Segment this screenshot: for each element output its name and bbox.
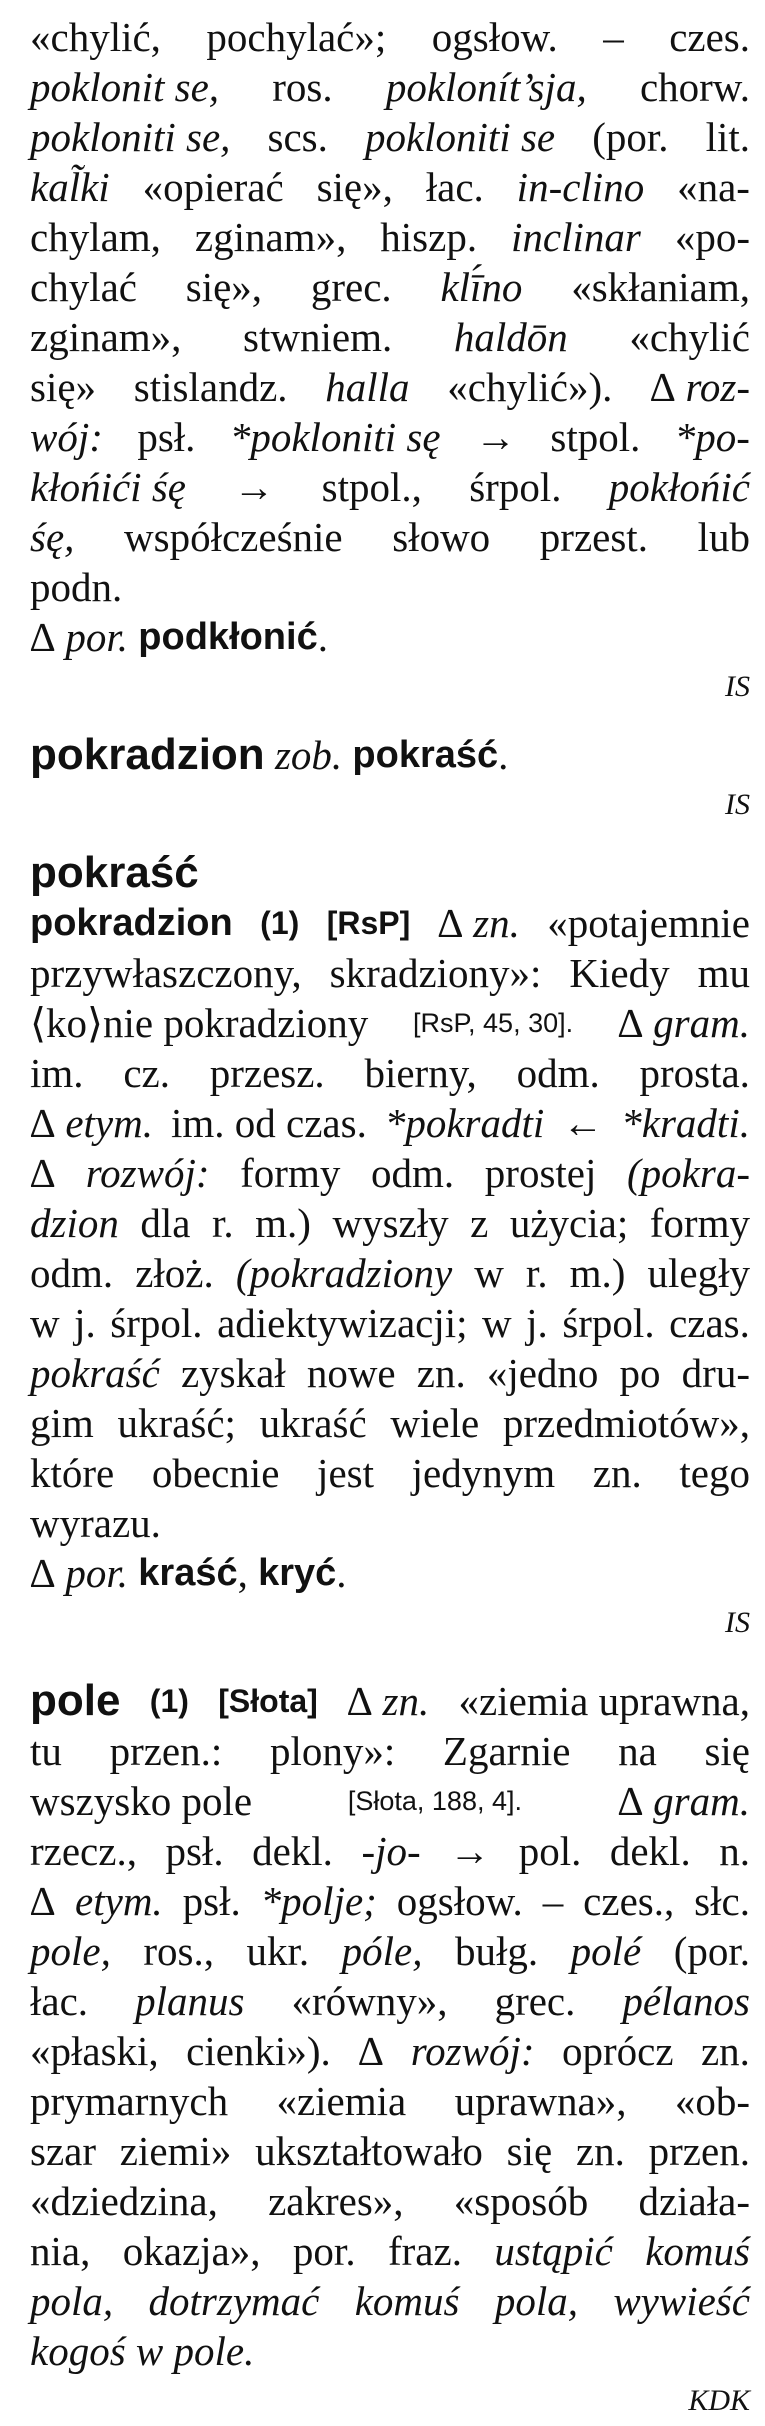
word: chorw. (639, 64, 750, 110)
word: oprócz (561, 2028, 674, 2074)
word: nia, (30, 2228, 91, 2274)
word: gim (30, 1400, 94, 1446)
author-initials: IS (725, 788, 750, 821)
word: złoż. (135, 1250, 214, 1296)
word: plony»: (269, 1728, 396, 1774)
citation: [RsP, 45, 30]. (413, 1008, 574, 1038)
word: grec. (310, 264, 392, 310)
word: → (474, 414, 516, 460)
word: szar (30, 2128, 97, 2174)
word: współcześnie (124, 514, 343, 560)
word: «na- (677, 164, 750, 210)
word: komuś (645, 2228, 750, 2274)
word: ros. (272, 64, 333, 110)
word: (por. (592, 114, 669, 160)
word: się» (30, 364, 97, 410)
word: *kradti. (621, 1100, 750, 1146)
word: polé (570, 1928, 642, 1974)
word: przedmiotów», (502, 1400, 750, 1446)
text-line (30, 898, 750, 948)
word: ukraść; (117, 1400, 236, 1446)
dictionary-page (30, 12, 750, 2426)
word: poklonít’sja, (385, 64, 587, 110)
word: haldōn (453, 314, 568, 360)
word: (pokra- (627, 1150, 750, 1196)
word: «dziedzina, (30, 2178, 218, 2224)
word: przest. (539, 514, 648, 560)
word: śrpol. (562, 1300, 655, 1346)
word: psł. (165, 1828, 224, 1874)
delta-mark: ∆ (30, 614, 56, 660)
entry-pokrasc (30, 848, 750, 1648)
word: r. (211, 1200, 234, 1246)
word: prostej (484, 1150, 597, 1196)
por-label: por. (65, 614, 129, 660)
word: cz. (123, 1050, 170, 1096)
word: n. (719, 1828, 750, 1874)
cross-reference-link[interactable]: kraść (138, 1552, 238, 1594)
word: im. od czas. (171, 1100, 367, 1146)
delta-mark: ∆ (617, 1778, 643, 1824)
author-line (30, 1598, 750, 1648)
word: kogoś w pole. (30, 2328, 255, 2374)
delta-mark: ∆ (30, 1550, 56, 1596)
text-line (30, 1348, 750, 1398)
word: ukształtowało (255, 2128, 483, 2174)
entry-poklonic-continuation (30, 12, 750, 712)
word: «potajemnie (547, 900, 750, 946)
word: (por. (673, 1928, 750, 1974)
arrow: ← (562, 1100, 604, 1146)
quotation: ⟨ko⟩nie pokradziony (30, 1000, 369, 1046)
author-initials: IS (725, 670, 750, 703)
word: czas. (669, 1300, 750, 1346)
word: *pokloniti sę (229, 414, 441, 460)
word: «chylić (629, 314, 750, 360)
word: fraz. (388, 2228, 462, 2274)
source-siglum: [Słota] (218, 1683, 318, 1719)
word: bierny, (364, 1050, 477, 1096)
text-line (30, 512, 750, 562)
word: – (542, 1878, 564, 1924)
word: ogsłow. (396, 1878, 523, 1924)
punctuation: . (317, 614, 328, 660)
word: psł. (137, 414, 196, 460)
cross-reference-link[interactable]: pokraść (352, 734, 499, 776)
word: z (470, 1200, 489, 1246)
word: póle, (341, 1928, 423, 1974)
word: w (482, 1300, 512, 1346)
word: zakres», (268, 2178, 404, 2224)
word: zyskał (180, 1350, 286, 1396)
word: jedynym (411, 1450, 556, 1496)
word: «ob- (674, 2078, 750, 2124)
word: pochylać»; (206, 14, 387, 60)
word: się», (316, 164, 393, 210)
word: na (618, 1728, 657, 1774)
word: zginam», (30, 314, 182, 360)
text-line (30, 412, 750, 462)
word: podn. (30, 564, 123, 610)
word: przen.: (109, 1728, 223, 1774)
delta-mark: ∆ (617, 1000, 643, 1046)
word: lub (697, 514, 750, 560)
author-line (30, 662, 750, 712)
entry-pokradzion (30, 730, 750, 830)
word: scs. (267, 114, 328, 160)
text-line (30, 162, 750, 212)
word: zn. (592, 1450, 642, 1496)
word: ros., (143, 1928, 214, 1974)
word: użycia; (509, 1200, 629, 1246)
word: «ziemia uprawna, (458, 1678, 750, 1724)
occurrence-count: (1) (149, 1683, 189, 1719)
word: *po- (674, 414, 750, 460)
word: formy (649, 1200, 750, 1246)
word: tego (679, 1450, 750, 1496)
section-label: etym. (75, 1878, 163, 1924)
word: które (30, 1450, 115, 1496)
punctuation: , (237, 1550, 248, 1596)
word: dekl. (609, 1828, 691, 1874)
word: odm. (516, 1050, 600, 1096)
delta-mark: ∆ (437, 900, 463, 946)
section-label: rozwój: (410, 2028, 535, 2074)
word: wywieść (613, 2278, 750, 2324)
word: przywłaszczony, (30, 950, 302, 996)
word: halla (325, 364, 410, 410)
word: «sposób (453, 2178, 589, 2224)
word: cienki»). (186, 2028, 331, 2074)
text-line (30, 1398, 750, 1448)
text-line (30, 1926, 750, 1976)
text-line (30, 2276, 750, 2326)
word: łac. (30, 1978, 89, 2024)
text-line (30, 1148, 750, 1198)
section-label: etym. (65, 1100, 153, 1146)
text-line (30, 1726, 750, 1776)
word: wyszły (332, 1200, 449, 1246)
text-line (30, 2226, 750, 2276)
word: słowo (392, 514, 491, 560)
text-line (30, 562, 750, 612)
text-line (30, 1876, 750, 1926)
word: «ziemia (276, 2078, 407, 2124)
word: m.) (255, 1200, 311, 1246)
section-label: zn. (382, 1678, 430, 1724)
word: stpol. (550, 414, 641, 460)
word: *pokradti (384, 1100, 545, 1146)
word: «po- (674, 214, 750, 260)
text-line (30, 2026, 750, 2076)
text-line (30, 1098, 750, 1148)
word: por. (292, 2228, 356, 2274)
word: ukr. (246, 1928, 310, 1974)
por-label: por. (65, 1550, 129, 1596)
word: mu (697, 950, 750, 996)
word: pokłońić (608, 464, 750, 510)
author-initials: IS (725, 1606, 750, 1639)
text-line (30, 362, 750, 412)
word: po (619, 1350, 661, 1396)
word: prymarnych (30, 2078, 229, 2124)
word: psł. (182, 1878, 241, 1924)
word: dzion (30, 1200, 119, 1246)
word: (pokradziony (235, 1250, 453, 1296)
word: «skłaniam, (571, 264, 750, 310)
word: pola, (30, 2278, 114, 2324)
section-label: gram. (653, 1000, 750, 1046)
headword: pole (30, 1676, 121, 1725)
word: Kiedy (569, 950, 670, 996)
word: stislandz. (133, 364, 288, 410)
text-line (30, 1498, 750, 1548)
text-line (30, 998, 750, 1048)
word: → (233, 464, 275, 510)
word: «chylić, (30, 14, 161, 60)
entry-headline (30, 730, 750, 780)
word: ogsłow. (431, 14, 558, 60)
text-line (30, 112, 750, 162)
word: «jedno (486, 1350, 599, 1396)
text-line (30, 2126, 750, 2176)
text-line (30, 1448, 750, 1498)
quotation: wszysko pole (30, 1778, 253, 1824)
word: stpol., (321, 464, 422, 510)
word: uległy (647, 1250, 750, 1296)
word: – (603, 14, 624, 60)
word: -jo- (361, 1828, 421, 1874)
text-line (30, 2176, 750, 2226)
author-initials: KDK (688, 2384, 750, 2417)
section-label: zn. (473, 900, 520, 946)
word: nowe (306, 1350, 396, 1396)
entry-pole (30, 1676, 750, 2426)
word: odm. (371, 1150, 455, 1196)
text-line (30, 1298, 750, 1348)
text-line (30, 1198, 750, 1248)
word: dla (140, 1200, 191, 1246)
word: dekl. (252, 1828, 333, 1874)
text-line (30, 262, 750, 312)
cross-reference-line (30, 1548, 750, 1598)
word: ukraść (259, 1400, 367, 1446)
word: uprawna», (454, 2078, 627, 2124)
word: wyrazu. (30, 1500, 161, 1546)
citation: [Słota, 188, 4]. (347, 1786, 522, 1816)
text-line (30, 212, 750, 262)
word: wój: (30, 414, 103, 460)
word: ziemi» (119, 2128, 232, 2174)
word: słc. (694, 1878, 750, 1924)
headword: pokradzion (30, 730, 265, 779)
author-line (30, 780, 750, 830)
word: r. (525, 1250, 548, 1296)
word: okazja», (122, 2228, 261, 2274)
text-line (30, 62, 750, 112)
word: in-clino (516, 164, 645, 210)
cross-reference-link[interactable]: podkłonić (138, 616, 318, 658)
word: pokraść (30, 1350, 160, 1396)
word: w (474, 1250, 504, 1296)
word: odm. (30, 1250, 114, 1296)
word: łac. (425, 164, 484, 210)
word: Zgarnie (442, 1728, 571, 1774)
word: «płaski, (30, 2028, 159, 2074)
word: hiszp. (380, 214, 478, 260)
word: pokloniti se, (30, 114, 231, 160)
word: zn. (700, 2028, 750, 2074)
section-label: gram. (653, 1778, 750, 1824)
text-line (30, 2076, 750, 2126)
source-siglum: [RsP] (326, 905, 411, 941)
punctuation: . (336, 1550, 347, 1596)
delta-mark: ∆ (30, 1878, 56, 1924)
word: się (704, 1728, 750, 1774)
word: klī́no (440, 264, 523, 310)
word: im. (30, 1050, 84, 1096)
word: pol. (518, 1828, 582, 1874)
word: zn. (575, 2128, 625, 2174)
word: «chylić»). (447, 364, 613, 410)
word: przen. (648, 2128, 750, 2174)
word: zginam», (194, 214, 347, 260)
subheadword: pokradzion (30, 902, 233, 944)
text-line (30, 948, 750, 998)
text-line (30, 2326, 750, 2376)
word: formy (240, 1150, 341, 1196)
word: «opierać (142, 164, 284, 210)
word: śrpol. (110, 1300, 203, 1346)
text-line (30, 1248, 750, 1298)
arrow: → (449, 1828, 491, 1874)
word: czes. (669, 14, 750, 60)
text-line (30, 462, 750, 512)
word: planus (135, 1978, 245, 2024)
word: pola, (494, 2278, 578, 2324)
entry-headline (30, 1676, 750, 1726)
word: «równy», (291, 1978, 448, 2024)
word: *polje; (260, 1878, 377, 1924)
word: pole, (30, 1928, 111, 1974)
cross-reference-link[interactable]: kryć (258, 1552, 337, 1594)
word: poklonit se, (30, 64, 220, 110)
word: przesz. (209, 1050, 325, 1096)
word: prosta. (639, 1050, 750, 1096)
word: chylam, (30, 214, 161, 260)
text-line (30, 12, 750, 62)
word: adiektywizacji; (217, 1300, 468, 1346)
delta-mark: ∆ (30, 1100, 56, 1146)
word: wiele (390, 1400, 480, 1446)
word: w (30, 1300, 60, 1346)
word: się», (185, 264, 263, 310)
word: kal̃ki (30, 164, 110, 210)
punctuation: . (498, 732, 509, 778)
zob-label: zob. (274, 732, 343, 778)
word: stwniem. (243, 314, 393, 360)
word: zn. (416, 1350, 466, 1396)
author-line (30, 2376, 750, 2426)
word: jest (317, 1450, 374, 1496)
word: grec. (494, 1978, 576, 2024)
delta-mark: ∆ (358, 2028, 384, 2074)
text-line (30, 1048, 750, 1098)
word: rzecz., (30, 1828, 137, 1874)
word: m.) (569, 1250, 626, 1296)
delta-mark: ∆ (30, 1150, 56, 1196)
occurrence-count: (1) (260, 905, 300, 941)
word: skradziony»: (329, 950, 542, 996)
word: lit. (705, 114, 750, 160)
section-label: rozwój: (85, 1150, 210, 1196)
word: bułg. (454, 1928, 539, 1974)
delta-mark: ∆ (347, 1678, 373, 1724)
text-line (30, 1976, 750, 2026)
word: obecnie (151, 1450, 280, 1496)
word: dru- (681, 1350, 750, 1396)
word: się (506, 2128, 553, 2174)
word: pokloniti se (364, 114, 556, 160)
word: dotrzymać (148, 2278, 320, 2324)
word: inclinar (511, 214, 641, 260)
word: tu (30, 1728, 62, 1774)
word: czes., (583, 1878, 675, 1924)
word: działa- (638, 2178, 750, 2224)
word: j. (526, 1300, 548, 1346)
word: chylać (30, 264, 137, 310)
word: śrpol. (469, 464, 562, 510)
word: ∆ roz- (650, 364, 750, 410)
word: pélanos (622, 1978, 750, 2024)
word: ustąpić (494, 2228, 613, 2274)
text-line (30, 1826, 750, 1876)
cross-reference-line (30, 612, 750, 662)
text-line (30, 312, 750, 362)
entry-headline (30, 848, 750, 898)
word: śę, (30, 514, 75, 560)
word: j. (74, 1300, 96, 1346)
text-line (30, 1776, 750, 1826)
word: kłońići śę (30, 464, 186, 510)
headword: pokraść (30, 848, 199, 897)
word: komuś (354, 2278, 460, 2324)
